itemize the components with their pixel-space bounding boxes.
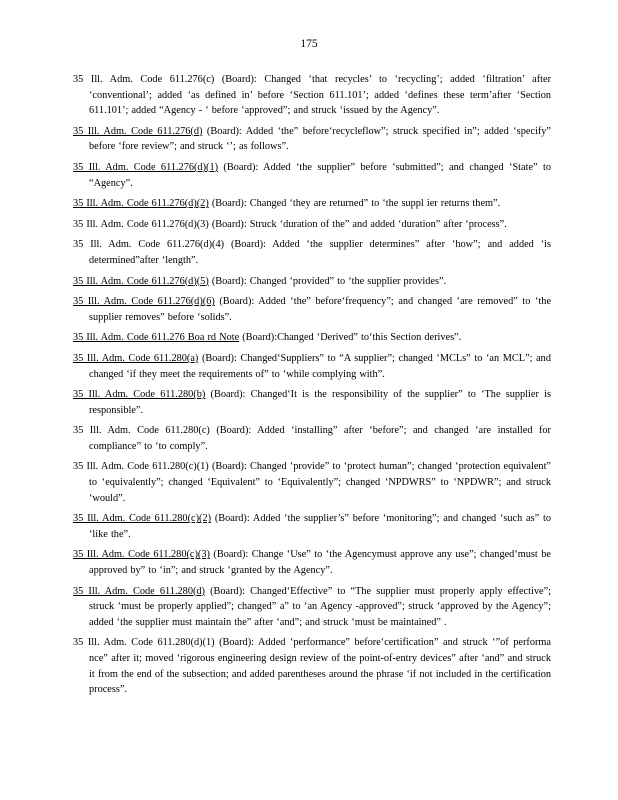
amendment-text: (Board): Struck ‘duration of the” and added ‘duration” after ‘process”. xyxy=(208,218,507,230)
citation: 35 Ill. Adm. Code 611.276(d)(5) xyxy=(73,275,209,287)
amendment-text: (Board): Changed‘Effective” to “The supplier must properly apply effective”; struck ‘must be properly applied”; changed” a” to ‘an Agency -approved”; struck ‘approved by the Agency”; added ‘the supplier must maintain the” after ‘and”; and struck ‘must be maintained” . xyxy=(89,585,551,628)
citation: 35 Ill. Adm. Code 611.276(d)(4) xyxy=(73,239,225,251)
amendment-text: (Board): Added ‘the supplier” before ‘submitted”; and changed ‘State” to “Agency”. xyxy=(89,161,551,189)
citation: 35 Ill. Adm. Code 611.280(c)(2) xyxy=(73,513,212,525)
amendment-text: (Board): Added ‘the” before‘recycleflow”; struck specified in”; added ‘specify” before ‘fore review”; and struck ‘’; as follows”. xyxy=(89,125,551,153)
amendment-text: (Board): Changed ‘that recycles’ to ‘recycling’; added ‘filtration’ after ‘conventional’; added ‘as defined in’ before ‘Section 611.101’; added ‘defines these term’after ‘Section 611.101’; added “Agency - ‘ before ‘approved”; and struck ‘issued by the Agency”. xyxy=(89,74,551,117)
amendment-text: (Board): Changed‘It is the responsibility of the supplier” to ‘The supplier is responsible”. xyxy=(89,389,551,416)
amendment-entry xyxy=(73,330,551,346)
amendment-text: (Board): Added ‘performance” before‘certification” and struck ‘”of performa nce” after it; moved ‘rigorous engineering design review of the point-of-entry devices” after ‘and” and struck it from the end of the subsection; and added parentheses around the phrase ‘if not included in the certification process”. xyxy=(89,637,551,696)
citation: 35 Ill. Adm. Code 611.280(d)(1) xyxy=(73,637,215,649)
citation: 35 Ill. Adm. Code 611.280(b) xyxy=(73,389,206,401)
citation: 35 Ill. Adm. Code 611.280(a) xyxy=(73,352,199,364)
amendment-entry xyxy=(73,387,551,418)
citation: 35 Ill. Adm. Code 611.276(c) xyxy=(73,74,215,85)
amendment-text: (Board): Changed ‘provide” to ‘protect human”; changed ‘protection equivalent” to ‘equivalently”; changed ‘Equivalent” to ‘Equivalently”; changed ‘NPDWRS” to ‘NPDWR”; and struck ‘would”. xyxy=(89,461,552,504)
citation: 35 Ill. Adm. Code 611.280(c) xyxy=(73,425,210,437)
amendment-entry xyxy=(73,423,551,454)
citation: 35 Ill. Adm. Code 611.276(d)(2) xyxy=(73,198,209,210)
citation: 35 Ill. Adm. Code 611.276(d) xyxy=(73,125,203,137)
citation: 35 Ill. Adm. Code 611.280(c)(3) xyxy=(73,549,210,561)
amendment-text: (Board): Added ‘the supplier’s” before ‘monitoring”; and changed ‘such as” to ‘like the”. xyxy=(89,513,552,540)
citation: 35 Ill. Adm. Code 611.280(d) xyxy=(73,585,205,597)
amendment-list xyxy=(73,72,551,703)
page-number: 175 xyxy=(300,38,318,50)
amendment-entry xyxy=(73,459,551,506)
amendment-entry xyxy=(73,351,551,382)
amendment-entry xyxy=(73,196,551,212)
amendment-entry xyxy=(73,547,551,578)
amendment-text: (Board): Changed ‘provided” to ‘the supplier provides”. xyxy=(208,275,447,287)
amendment-entry xyxy=(73,294,551,325)
amendment-entry xyxy=(73,237,551,268)
amendment-text: (Board): Change ‘Use” to ‘the Agencymust approve any use”; changed‘must be approved by” to ‘in”; and struck ‘granted by the Agency”. xyxy=(89,549,552,577)
amendment-entry xyxy=(73,160,551,191)
citation: 35 Ill. Adm. Code 611.280(c)(1) xyxy=(73,461,209,473)
amendment-entry xyxy=(73,124,551,155)
amendment-entry xyxy=(73,584,551,631)
citation: 35 Ill. Adm. Code 611.276(d)(1) xyxy=(73,161,219,173)
amendment-text: (Board): Added ‘the” before‘frequency”; and changed ‘are removed” to ‘the supplier removes” before ‘solids”. xyxy=(89,296,552,323)
citation: 35 Ill. Adm. Code 611.276 Boa rd Note xyxy=(73,332,240,344)
amendment-entry xyxy=(73,511,551,542)
amendment-entry xyxy=(73,217,551,233)
citation: 35 Ill. Adm. Code 611.276(d)(3) xyxy=(73,218,209,230)
amendment-entry xyxy=(73,72,551,119)
citation: 35 Ill. Adm. Code 611.276(d)(6) xyxy=(73,296,215,308)
amendment-text: (Board): Changed‘Suppliers” to “A supplier”; changed ‘MCLs” to ‘an MCL”; and changed ‘if they meet the requirements of” to ‘while complying with”. xyxy=(89,352,551,380)
amendment-text: (Board): Added ‘installing” after ‘before”; and changed ‘are installed for compliance” to ‘to comply”. xyxy=(89,425,551,452)
amendment-text: (Board): Added ‘the supplier determines” after ‘how”; and added ‘is determined”after ‘length”. xyxy=(89,239,552,266)
amendment-entry xyxy=(73,635,551,697)
amendment-text: (Board): Changed ‘they are returned” to ‘the suppl ier returns them”. xyxy=(208,198,501,210)
amendment-entry xyxy=(73,274,551,290)
amendment-text: (Board):Changed ‘Derived” to‘this Section derives”. xyxy=(239,332,462,344)
